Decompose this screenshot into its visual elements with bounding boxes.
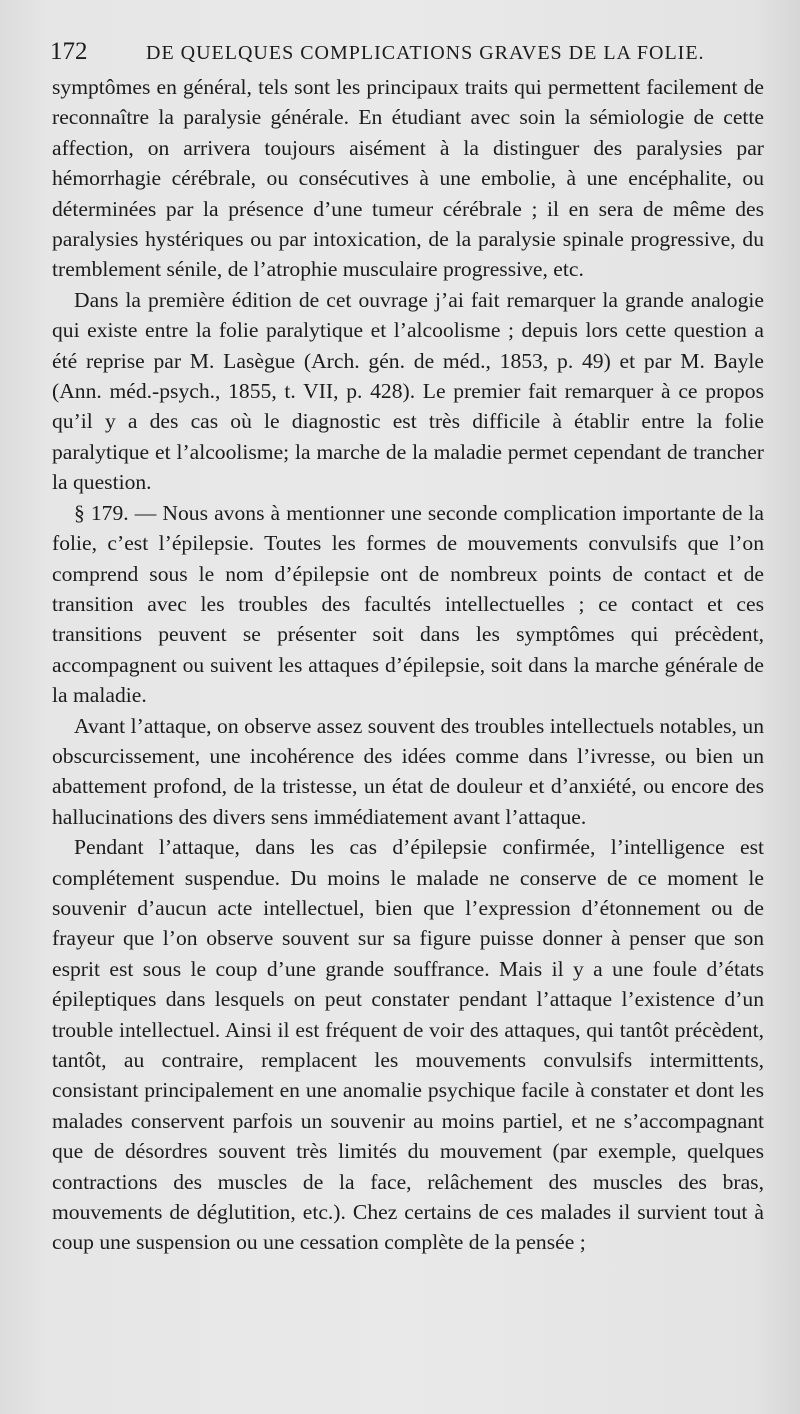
paragraph-1: symptômes en général, tels sont les principaux traits qui permettent facilement de reconnaître la paralysie générale. En étudiant avec soin la sémiologie de cette affection, on arrivera toujours aisément à la distinguer des paralysies par hémorrhagie cérébrale, ou consécutives à une embolie, à une encéphalite, ou déterminées par la présence d’une tumeur cérébrale ; il en sera de même des paralysies hystériques ou par intoxication, de la paralysie spinale progressive, du tremblement sénile, de l’atrophie musculaire progressive, etc. bbox=[52, 75, 764, 282]
paragraph-4: Avant l’attaque, on observe assez souvent des troubles intellectuels notables, un obscurcissement, une incohérence des idées comme dans l’ivresse, ou bien un abattement profond, de la tristesse, un état de douleur et d’anxiété, ou encore des hallucinations des divers sens immédiatement avant l’attaque. bbox=[52, 713, 764, 829]
page-header bbox=[50, 38, 750, 72]
page-number: 172 bbox=[50, 38, 88, 65]
paragraph-2: Dans la première édition de cet ouvrage j’ai fait remarquer la grande analogie qui existe entre la folie paralytique et l’alcoolisme ; depuis lors cette question a été reprise par M. Lasègue (Arch. gén. de méd., 1853, p. 49) et par M. Bayle (Ann. méd.-psych., 1855, t. VII, p. 428). Le premier fait remarquer à ce propos qu’il y a des cas où le diagnostic est très difficile à établir entre la folie paralytique et l’alcoolisme; la marche de la maladie permet cependant de trancher la question. bbox=[52, 287, 764, 495]
paragraph-3: § 179. — Nous avons à mentionner une seconde complication importante de la folie, c’est l’épilepsie. Toutes les formes de mouvements convulsifs que l’on comprend sous le nom d’épilepsie ont de nombreux points de contact et de transition avec les troubles des facultés intellectuelles ; ce contact et ces transitions peuvent se présenter soit dans les symptômes qui précèdent, accompagnent ou suivent les attaques d’épilepsie, soit dans la marche générale de la maladie. bbox=[52, 500, 764, 708]
paragraph-5: Pendant l’attaque, dans les cas d’épilepsie confirmée, l’intelligence est complétement suspendue. Du moins le malade ne conserve de ce moment le souvenir d’aucun acte intellectuel, bien que l’expression d’étonnement ou de frayeur que l’on observe souvent sur sa figure puisse donner à penser que son esprit est sous le coup d’une grande souffrance. Mais il y a une foule d’états épileptiques dans lesquels on peut constater pendant l’attaque l’existence d’un trouble intellectuel. Ainsi il est fréquent de voir des attaques, qui tantôt précèdent, tantôt, au contraire, remplacent les mouvements convulsifs intermittents, consistant principalement en une anomalie psychique facile à constater et dont les malades conservent parfois un souvenir au moins partiel, et ne s’accompagnant que de désordres souvent très limités du mouvement (par exemple, quelques contractions des muscles de la face, relâchement des muscles des bras, mouvements de déglutition, etc.). Chez certains de ces malades il survient tout à coup une suspension ou une cessation complète de la pensée ; bbox=[52, 835, 764, 1255]
running-title: DE QUELQUES COMPLICATIONS GRAVES DE LA FOLIE. bbox=[146, 42, 705, 64]
body-text bbox=[52, 72, 764, 1258]
